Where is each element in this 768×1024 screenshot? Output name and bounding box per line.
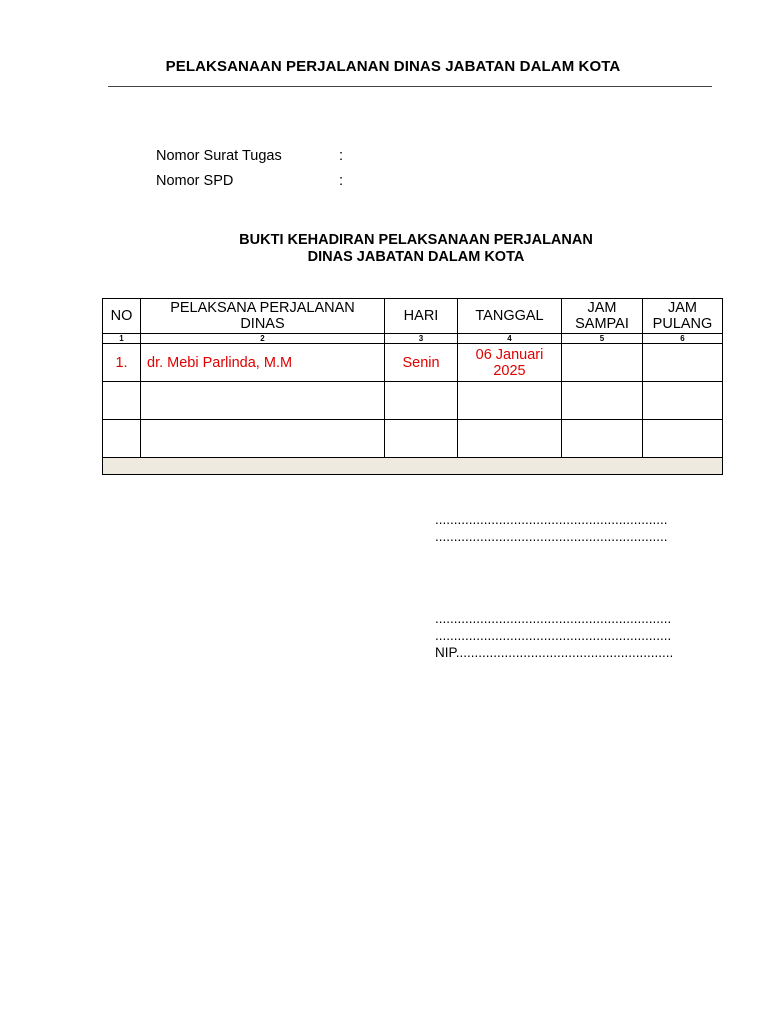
signature-nip-line: NIP.......................................................... [435,645,674,660]
header-jam-pulang-line-1: JAM [668,300,697,316]
table-row [103,344,723,382]
column-number: 2 [141,334,385,344]
subtitle-line-2: DINAS JABATAN DALAM KOTA [307,249,525,265]
signature-date-line: .............................................................. [435,529,668,544]
column-number: 3 [385,334,458,344]
row-hari [385,382,458,420]
row-no: 1. [103,344,141,382]
table-header-row [103,299,723,334]
column-number: 6 [643,334,723,344]
header-no: NO [103,299,141,334]
row-name [141,382,385,420]
row-jam-sampai [562,344,643,382]
header-jam-sampai [562,299,643,334]
column-number: 4 [458,334,562,344]
header-pelaksana-line-1: PELAKSANA PERJALANAN [170,300,355,316]
subtitle-line-1: BUKTI KEHADIRAN PELAKSANAAN PERJALANAN [239,232,593,248]
row-tanggal-line-2: 2025 [493,362,526,379]
row-name [141,420,385,458]
row-hari: Senin [385,344,458,382]
row-jam-pulang [643,420,723,458]
row-jam-pulang [643,344,723,382]
column-number: 1 [103,334,141,344]
signature-name-line-2: ............................................................... [435,628,672,643]
row-no [103,420,141,458]
footer-cell [103,458,723,475]
row-tanggal-line-1: 06 Januari [475,346,544,363]
table-footer-band [103,458,723,475]
nomor-surat-tugas-label: Nomor Surat Tugas [156,148,282,164]
column-number: 5 [562,334,643,344]
header-jam-sampai-line-2: SAMPAI [575,316,629,332]
title-divider [108,86,712,87]
header-pelaksana-line-2: DINAS [240,316,285,332]
attendance-table [102,298,723,475]
header-pelaksana [141,299,385,334]
header-jam-pulang-line-2: PULANG [652,316,713,332]
column-number-row [103,334,723,344]
header-jam-sampai-line-1: JAM [587,300,617,316]
row-tanggal [458,420,562,458]
header-jam-pulang [643,299,723,334]
row-tanggal [458,382,562,420]
table-row [103,382,723,420]
row-jam-sampai [562,420,643,458]
signature-name-line-1: ............................................................... [435,611,672,626]
nomor-spd-colon: : [339,173,344,189]
document-title: PELAKSANAAN PERJALANAN DINAS JABATAN DALAM KOTA [165,58,621,75]
row-no [103,382,141,420]
signature-place-line: .............................................................. [435,512,668,527]
header-tanggal: TANGGAL [458,299,562,334]
header-hari: HARI [385,299,458,334]
row-hari [385,420,458,458]
row-jam-pulang [643,382,723,420]
row-jam-sampai [562,382,643,420]
table-row [103,420,723,458]
row-name: dr. Mebi Parlinda, M.M [141,344,385,382]
nomor-spd-label: Nomor SPD [156,173,234,189]
nomor-surat-tugas-colon: : [339,148,344,164]
row-tanggal [458,344,562,382]
